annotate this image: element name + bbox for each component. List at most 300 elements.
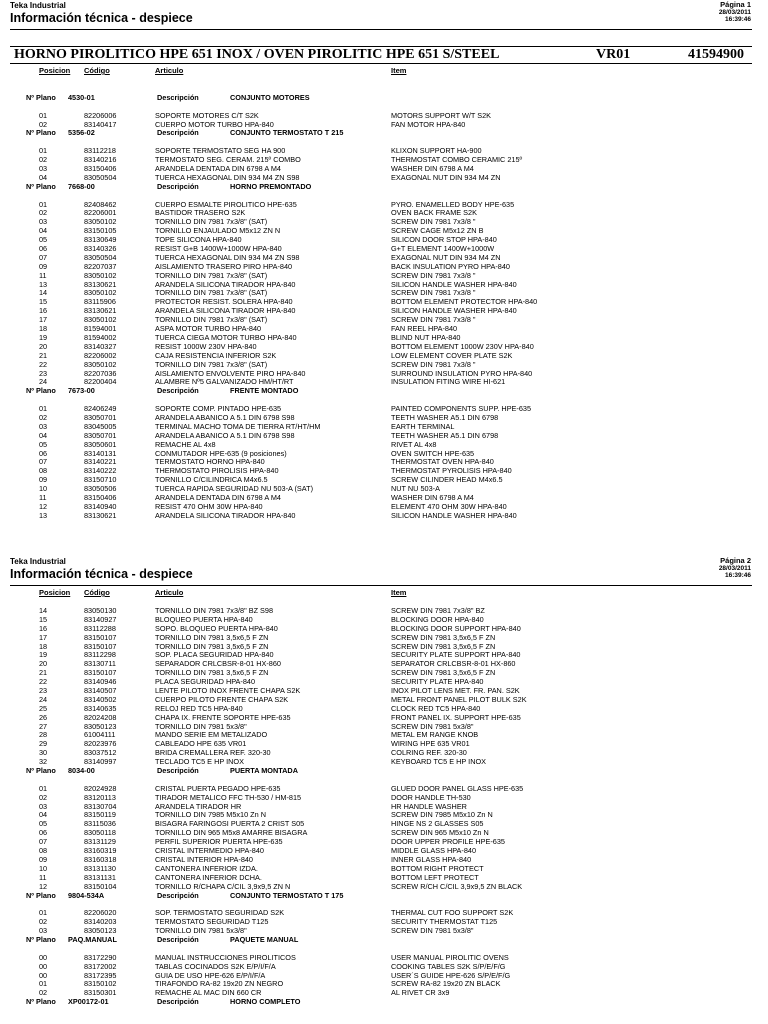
article-cell: MANDO SERIE EM METALIZADO — [155, 730, 268, 740]
document-title: Información técnica - despiece — [10, 567, 193, 581]
code-cell: 82207036 — [84, 368, 117, 378]
plan-label: Nº Plano — [26, 386, 56, 396]
item-cell: USER MANUAL PIROLITIC OVENS — [391, 952, 509, 962]
table-row — [0, 758, 768, 767]
article-cell: BASTIDOR TRASERO S2K — [155, 208, 246, 218]
article-cell: SOPO. BLOQUEO PUERTA HPA-840 — [155, 623, 278, 633]
article-cell: SEPARADOR CRLCBSR-8-01 HX-860 — [155, 659, 281, 669]
code-cell: 83140927 — [84, 614, 117, 624]
print-date: 28/03/2011 — [718, 565, 751, 572]
code-cell: 83130621 — [84, 306, 117, 316]
code-cell: 83050504 — [84, 252, 117, 262]
description-label: Descripción — [157, 386, 199, 396]
print-date: 28/03/2011 — [718, 9, 751, 16]
description-value: CONJUNTO TERMOSTATO T 215 — [230, 128, 344, 138]
item-cell: GLUED DOOR PANEL GLASS HPE-635 — [391, 783, 524, 793]
item-cell: COLRING REF. 320-30 — [391, 748, 467, 758]
article-cell: RESIST G+B 1400W+1000W HPA-840 — [155, 244, 282, 254]
position-cell: 16 — [39, 306, 48, 316]
description-label: Descripción — [157, 92, 199, 102]
plan-number: XP00172-01 — [68, 997, 109, 1007]
article-cell: TORNILLO DIN 7981 3,5x6,5 F ZN — [155, 641, 269, 651]
item-cell: EARTH TERMINAL — [391, 421, 455, 431]
code-cell: 83150105 — [84, 226, 117, 236]
item-cell: BOTTOM LEFT PROTECT — [391, 872, 479, 882]
position-cell: 26 — [39, 712, 48, 722]
position-cell: 12 — [39, 501, 48, 511]
position-cell: 18 — [39, 324, 48, 334]
code-cell: 83150301 — [84, 988, 117, 998]
item-cell: KLIXON SUPPORT HA-900 — [391, 146, 482, 156]
article-cell: TERMINAL MACHO TOMA DE TIERRA RT/HT/HM — [155, 421, 321, 431]
position-cell: 17 — [39, 632, 48, 642]
position-cell: 02 — [39, 792, 48, 802]
article-cell: TIRADOR METALICO FFC TH-530 / HM-815 — [155, 792, 302, 802]
code-cell: 83140203 — [84, 917, 117, 927]
article-cell: CUERPO MOTOR TURBO HPA-840 — [155, 119, 274, 129]
position-cell: 20 — [39, 659, 48, 669]
position-cell: 14 — [39, 606, 48, 615]
item-cell: BLOCKING DOOR SUPPORT HPA-840 — [391, 623, 521, 633]
code-cell: 83131131 — [84, 872, 116, 882]
article-cell: TUERCA HEXAGONAL DIN 934 M4 ZN S98 — [155, 172, 300, 182]
position-cell: 02 — [39, 988, 48, 998]
position-cell: 05 — [39, 439, 48, 449]
position-cell: 22 — [39, 359, 48, 369]
position-cell: 04 — [39, 810, 48, 820]
article-cell: ARANDELA DENTADA DIN 6798 A M4 — [155, 492, 281, 502]
item-cell: OVEN BACK FRAME S2K — [391, 208, 477, 218]
item-cell: ELEMENT 470 OHM 30W HPA-840 — [391, 501, 507, 511]
table-row — [0, 989, 768, 998]
product-version: VR01 — [596, 47, 631, 62]
position-cell: 20 — [39, 341, 48, 351]
position-cell: 03 — [39, 217, 48, 227]
position-cell: 01 — [39, 146, 48, 156]
article-cell: CAJA RESISTENCIA INFERIOR S2K — [155, 350, 277, 360]
item-cell: METAL FRONT PANEL PILOT BULK S2K — [391, 694, 527, 704]
item-cell: METAL EM RANGE KNOB — [391, 730, 479, 740]
position-cell: 01 — [39, 783, 48, 793]
item-cell: BLOCKING DOOR HPA-840 — [391, 614, 484, 624]
code-cell: 83115906 — [84, 297, 116, 307]
code-cell: 83140222 — [84, 466, 117, 476]
code-cell: 82206020 — [84, 908, 117, 918]
plan-number: 4530-01 — [68, 92, 95, 102]
column-header-position: Posicion — [39, 588, 71, 597]
code-cell: 83130704 — [84, 801, 117, 811]
position-cell: 07 — [39, 457, 48, 467]
plan-label: Nº Plano — [26, 934, 56, 944]
code-cell: 83150102 — [84, 979, 117, 989]
item-cell: SCREW DIN 7981 7x3/8 " — [391, 270, 476, 280]
position-cell: 01 — [39, 404, 48, 414]
column-header-item: Item — [391, 66, 407, 75]
article-cell: ARANDELA DENTADA DIN 6798 A M4 — [155, 164, 281, 174]
article-cell: CRISTAL INTERIOR HPA-840 — [155, 854, 253, 864]
item-cell: SCREW DIN 7981 7x3/8 " — [391, 359, 476, 369]
page-number: Página 1 — [720, 0, 751, 9]
item-cell: G+T ELEMENT 1400W+1000W — [391, 244, 495, 254]
code-cell: 83172002 — [84, 961, 117, 971]
position-cell: 08 — [39, 466, 48, 476]
description-value: FRENTE MONTADO — [230, 386, 299, 396]
position-cell: 21 — [39, 350, 48, 360]
item-cell: SECURITY PLATE HPA-840 — [391, 677, 484, 687]
position-cell: 21 — [39, 668, 48, 678]
article-cell: TORNILLO ENJAULADO M5x12 ZN N — [155, 226, 281, 236]
item-cell: MIDDLE GLASS HPA-840 — [391, 846, 477, 856]
code-cell: 82406249 — [84, 404, 117, 414]
item-cell: SCREW DIN 7981 7x3/8" BZ — [391, 606, 485, 615]
article-cell: SOP. TERMOSTATO SEGURIDAD S2K — [155, 908, 285, 918]
item-cell: THERMOSTAT PYROLISIS HPA-840 — [391, 466, 512, 476]
plan-label: Nº Plano — [26, 766, 56, 776]
code-cell: 83150104 — [84, 881, 117, 891]
plan-number: PAQ.MANUAL — [68, 934, 117, 944]
article-cell: REMACHE AL 4x8 — [155, 439, 216, 449]
item-cell: SURROUND INSULATION PYRO HPA-840 — [391, 368, 533, 378]
position-cell: 01 — [39, 110, 48, 120]
item-cell: OVEN SWITCH HPE-635 — [391, 448, 475, 458]
column-header-code: Código — [84, 588, 110, 597]
item-cell: SCREW DIN 965 M5x10 Zn N — [391, 828, 489, 838]
item-cell: SCREW DIN 7981 3,5x6,5 F ZN — [391, 632, 496, 642]
item-cell: SCREW DIN 7981 5x3/8" — [391, 926, 474, 936]
code-cell: 83112298 — [84, 650, 116, 660]
item-cell: RIVET AL 4x8 — [391, 439, 437, 449]
item-cell: SCREW DIN 7981 7x3/8 " — [391, 288, 476, 298]
code-cell: 83112218 — [84, 146, 116, 156]
position-cell: 24 — [39, 694, 48, 704]
position-cell: 04 — [39, 172, 48, 182]
code-cell: 83150107 — [84, 641, 117, 651]
article-cell: GUIA DE USO HPE-626 E/P/I/F/A — [155, 970, 266, 980]
article-cell: SOPORTE TERMOSTATO SEG HA 900 — [155, 146, 286, 156]
position-cell: 19 — [39, 650, 48, 660]
description-value: HORNO COMPLETO — [230, 997, 301, 1007]
item-cell: EXAGONAL NUT DIN 934 M4 ZN — [391, 252, 501, 262]
position-cell: 07 — [39, 252, 48, 262]
code-cell: 83050130 — [84, 606, 117, 615]
row-spacer — [0, 85, 768, 94]
article-cell: THERMOSTATO PIROLISIS HPA-840 — [155, 466, 279, 476]
position-cell: 23 — [39, 368, 48, 378]
article-cell: TORNILLO DIN 7981 7x3/8" BZ S98 — [155, 606, 274, 615]
item-cell: WASHER DIN 6798 A M4 — [391, 492, 474, 502]
parts-list-page-2 — [0, 607, 768, 1007]
position-cell: 18 — [39, 641, 48, 651]
position-cell: 13 — [39, 279, 48, 289]
code-cell: 83150119 — [84, 810, 116, 820]
code-cell: 83140635 — [84, 703, 117, 713]
table-row — [0, 174, 768, 183]
item-cell: BLIND NUT HPA-840 — [391, 332, 461, 342]
code-cell: 83045005 — [84, 421, 117, 431]
position-cell: 10 — [39, 484, 48, 494]
article-cell: ALAMBRE Nº5 GALVANIZADO HM/HT/RT — [155, 377, 294, 387]
plan-header — [0, 129, 768, 138]
article-cell: TABLAS COCINADOS S2K E/P/I/F/A — [155, 961, 276, 971]
item-cell: SILICON HANDLE WASHER HPA-840 — [391, 306, 517, 316]
item-cell: SILICON HANDLE WASHER HPA-840 — [391, 510, 517, 520]
article-cell: TERMOSTATO HORNO HPA-840 — [155, 457, 265, 467]
company-name: Teka Industrial — [10, 1, 66, 10]
article-cell: SOPORTE COMP. PINTADO HPE-635 — [155, 404, 282, 414]
plan-label: Nº Plano — [26, 128, 56, 138]
position-cell: 11 — [39, 270, 47, 280]
position-cell: 05 — [39, 819, 48, 829]
description-value: HORNO PREMONTADO — [230, 181, 312, 191]
position-cell: 14 — [39, 288, 48, 298]
item-cell: SCREW DIN 7981 5x3/8" — [391, 721, 474, 731]
item-cell: MOTORS SUPPORT W/T S2K — [391, 110, 492, 120]
code-cell: 83131130 — [84, 863, 116, 873]
article-cell: BRIDA CREMALLERA REF. 320-30 — [155, 748, 271, 758]
item-cell: SCREW DIN 7981 7x3/8 " — [391, 217, 476, 227]
code-cell: 82206001 — [84, 208, 117, 218]
header-rule — [10, 29, 752, 30]
item-cell: HINGE NS 2 GLASSES S05 — [391, 819, 484, 829]
table-row — [0, 121, 768, 130]
code-cell: 83050504 — [84, 172, 117, 182]
position-cell: 06 — [39, 448, 48, 458]
plan-number: 7673-00 — [68, 386, 95, 396]
position-cell: 04 — [39, 226, 48, 236]
article-cell: CUERPO ESMALTE PIROLITICO HPE-635 — [155, 199, 297, 209]
article-cell: RESIST 1000W 230V HPA-840 — [155, 341, 257, 351]
plan-header — [0, 892, 768, 901]
article-cell: CHAPA IX. FRENTE SOPORTE HPE-635 — [155, 712, 291, 722]
code-cell: 83140940 — [84, 501, 117, 511]
description-value: CONJUNTO TERMOSTATO T 175 — [230, 890, 344, 900]
plan-label: Nº Plano — [26, 890, 56, 900]
code-cell: 83150107 — [84, 668, 117, 678]
article-cell: TUERCA RAPIDA SEGURIDAD NU 503-A (SAT) — [155, 484, 313, 494]
position-cell: 02 — [39, 412, 48, 422]
item-cell: WASHER DIN 6798 A M4 — [391, 164, 474, 174]
article-cell: TORNILLO DIN 7985 M5x10 Zn N — [155, 810, 266, 820]
position-cell: 25 — [39, 703, 48, 713]
plan-number: 9804-534A — [68, 890, 105, 900]
item-cell: CLOCK RED TC5 HPA-840 — [391, 703, 481, 713]
code-cell: 83050102 — [84, 359, 117, 369]
article-cell: MANUAL INSTRUCCIONES PIROLITICOS — [155, 952, 296, 962]
item-cell: THERMAL CUT FOO SUPPORT S2K — [391, 908, 514, 918]
item-cell: PYRO. ENAMELLED BODY HPE-635 — [391, 199, 515, 209]
code-cell: 83050118 — [84, 828, 116, 838]
article-cell: CRISTAL PUERTA PEGADO HPE-635 — [155, 783, 281, 793]
plan-label: Nº Plano — [26, 181, 56, 191]
plan-number: 8034-00 — [68, 766, 95, 776]
position-cell: 15 — [39, 297, 48, 307]
position-cell: 01 — [39, 979, 48, 989]
product-code: 41594900 — [688, 47, 744, 62]
position-cell: 09 — [39, 261, 48, 271]
code-cell: 83140946 — [84, 677, 117, 687]
header-rule — [10, 585, 752, 586]
item-cell: PAINTED COMPONENTS SUPP. HPE-635 — [391, 404, 532, 414]
position-cell: 01 — [39, 199, 48, 209]
code-cell: 83120113 — [84, 792, 116, 802]
code-cell: 83130649 — [84, 235, 117, 245]
item-cell: USER´S GUIDE HPE-626 S/P/E/F/G — [391, 970, 511, 980]
item-cell: INSULATION FITING WIRE HI-621 — [391, 377, 506, 387]
code-cell: 83037512 — [84, 748, 117, 758]
article-cell: CABLEADO HPE 635 VR01 — [155, 739, 247, 749]
code-cell: 83131129 — [84, 837, 116, 847]
code-cell: 82024928 — [84, 783, 117, 793]
item-cell: FAN REEL HPA-840 — [391, 324, 458, 334]
code-cell: 83140502 — [84, 694, 117, 704]
article-cell: CRISTAL INTERMEDIO HPA-840 — [155, 846, 264, 856]
code-cell: 83050601 — [84, 439, 117, 449]
article-cell: TORNILLO DIN 7981 5x3/8" — [155, 721, 247, 731]
article-cell: PERFIL SUPERIOR PUERTA HPE-635 — [155, 837, 283, 847]
position-cell: 12 — [39, 881, 48, 891]
position-cell: 02 — [39, 208, 48, 218]
position-cell: 10 — [39, 863, 48, 873]
item-cell: SCREW DIN 7981 3,5x6,5 F ZN — [391, 668, 496, 678]
position-cell: 02 — [39, 119, 48, 129]
code-cell: 83050102 — [84, 315, 117, 325]
article-cell: AISLAMIENTO ENVOLVENTE PIRO HPA-840 — [155, 368, 306, 378]
position-cell: 29 — [39, 739, 48, 749]
page-meta — [719, 557, 751, 579]
article-cell: TIRAFONDO RA-82 19x20 ZN NEGRO — [155, 979, 284, 989]
position-cell: 13 — [39, 510, 48, 520]
position-cell: 24 — [39, 377, 48, 387]
position-cell: 03 — [39, 421, 48, 431]
code-cell: 83050123 — [84, 926, 117, 936]
code-cell: 83150107 — [84, 632, 117, 642]
code-cell: 83160319 — [84, 846, 117, 856]
position-cell: 09 — [39, 854, 48, 864]
item-cell: FAN MOTOR HPA-840 — [391, 119, 466, 129]
plan-header — [0, 94, 768, 103]
code-cell: 83140997 — [84, 757, 117, 767]
article-cell: RESIST 470 OHM 30W HPA-840 — [155, 501, 263, 511]
position-cell: 00 — [39, 961, 48, 971]
code-cell: 83050506 — [84, 484, 117, 494]
item-cell: SCREW R/CH C/CIL 3,9x9,5 ZN BLACK — [391, 881, 523, 891]
banner-rule-bottom — [10, 63, 752, 64]
position-cell: 00 — [39, 952, 48, 962]
code-cell: 83050102 — [84, 270, 117, 280]
description-value: PAQUETE MANUAL — [230, 934, 299, 944]
item-cell: FRONT PANEL IX. SUPPORT HPE-635 — [391, 712, 521, 722]
article-cell: TORNILLO DIN 7981 7x3/8" (SAT) — [155, 359, 268, 369]
article-cell: BISAGRA FARINGOSI PUERTA 2 CRIST S05 — [155, 819, 305, 829]
code-cell: 83172290 — [84, 952, 117, 962]
code-cell: 83150406 — [84, 164, 117, 174]
description-label: Descripción — [157, 128, 199, 138]
article-cell: TORNILLO R/CHAPA C/CIL 3,9x9,5 ZN N — [155, 881, 291, 891]
code-cell: 81594001 — [84, 324, 117, 334]
article-cell: TUERCA CIEGA MOTOR TURBO HPA-840 — [155, 332, 297, 342]
code-cell: 83140221 — [84, 457, 117, 467]
article-cell: TORNILLO C/CILINDRICA M4x6.5 — [155, 475, 268, 485]
article-cell: ARANDELA ABANICO A 5.1 DIN 6798 S98 — [155, 430, 295, 440]
article-cell: CANTONERA INFERIOR IZDA. — [155, 863, 258, 873]
article-cell: CANTONERA INFERIOR DCHA. — [155, 872, 262, 882]
article-cell: BLOQUEO PUERTA HPA-840 — [155, 614, 253, 624]
parts-list-page-1 — [0, 85, 768, 521]
position-cell: 07 — [39, 837, 48, 847]
column-header-item: Item — [391, 588, 407, 597]
position-cell: 06 — [39, 244, 48, 254]
company-name: Teka Industrial — [10, 557, 66, 566]
plan-header — [0, 936, 768, 945]
plan-number: 5356-02 — [68, 128, 95, 138]
article-cell: TORNILLO DIN 965 M5x8 AMARRE BISAGRA — [155, 828, 308, 838]
column-header-position: Posicion — [39, 66, 71, 75]
position-cell: 06 — [39, 828, 48, 838]
article-cell: TORNILLO DIN 7981 5x3/8" — [155, 926, 247, 936]
column-header-code: Código — [84, 66, 110, 75]
item-cell: SILICON HANDLE WASHER HPA-840 — [391, 279, 517, 289]
code-cell: 61004111 — [84, 730, 116, 740]
item-cell: SILICON DOOR STOP HPA-840 — [391, 235, 497, 245]
document-title: Información técnica - despiece — [10, 11, 193, 25]
description-label: Descripción — [157, 181, 199, 191]
item-cell: SCREW CAGE M5x12 ZN B — [391, 226, 484, 236]
position-cell: 04 — [39, 430, 48, 440]
position-cell: 32 — [39, 757, 48, 767]
code-cell: 82024208 — [84, 712, 117, 722]
code-cell: 83140326 — [84, 244, 117, 254]
article-cell: AISLAMIENTO TRASERO PIRO HPA-840 — [155, 261, 293, 271]
code-cell: 82206002 — [84, 350, 117, 360]
code-cell: 83172395 — [84, 970, 117, 980]
position-cell: 03 — [39, 164, 48, 174]
description-label: Descripción — [157, 890, 199, 900]
position-cell: 16 — [39, 623, 48, 633]
position-cell: 27 — [39, 721, 48, 731]
item-cell: BACK INSULATION PYRO HPA-840 — [391, 261, 510, 271]
code-cell: 83150710 — [84, 475, 117, 485]
code-cell: 83050701 — [84, 412, 117, 422]
column-header-article: Articulo — [155, 66, 184, 75]
code-cell: 83140417 — [84, 119, 117, 129]
item-cell: SCREW DIN 7981 7x3/8 " — [391, 315, 476, 325]
code-cell: 83140327 — [84, 341, 117, 351]
article-cell: PLACA SEGURIDAD HPA-840 — [155, 677, 256, 687]
item-cell: SCREW DIN 7981 3,5x6,5 F ZN — [391, 641, 496, 651]
item-cell: THERMOSTAT OVEN HPA-840 — [391, 457, 494, 467]
item-cell: LOW ELEMENT COVER PLATE S2K — [391, 350, 513, 360]
code-cell: 82206006 — [84, 110, 117, 120]
product-banner — [10, 47, 752, 63]
item-cell: SECURITY PLATE SUPPORT HPA-840 — [391, 650, 521, 660]
code-cell: 83130621 — [84, 510, 117, 520]
article-cell: TERMOSTATO SEG. CERAM. 215º COMBO — [155, 155, 301, 165]
item-cell: TEETH WASHER A5.1 DIN 6798 — [391, 430, 499, 440]
item-cell: INNER GLASS HPA-840 — [391, 854, 472, 864]
item-cell: THERMOSTAT COMBO CERAMIC 215º — [391, 155, 523, 165]
description-label: Descripción — [157, 997, 199, 1007]
article-cell: TECLADO TC5 E HP INOX — [155, 757, 244, 767]
article-cell: LENTE PILOTO INOX FRENTE CHAPA S2K — [155, 686, 301, 696]
article-cell: ARANDELA SILICONA TIRADOR HPA-840 — [155, 279, 296, 289]
article-cell: SOPORTE MOTORES C/T S2K — [155, 110, 259, 120]
position-cell: 23 — [39, 686, 48, 696]
code-cell: 83140131 — [84, 448, 117, 458]
article-cell: TOPE SILICONA HPA-840 — [155, 235, 242, 245]
article-cell: TORNILLO DIN 7981 7x3/8" (SAT) — [155, 288, 268, 298]
product-name: HORNO PIROLITICO HPE 651 INOX / OVEN PIROLITIC HPE 651 S/STEEL — [14, 47, 500, 62]
article-cell: ARANDELA SILICONA TIRADOR HPA-840 — [155, 306, 296, 316]
